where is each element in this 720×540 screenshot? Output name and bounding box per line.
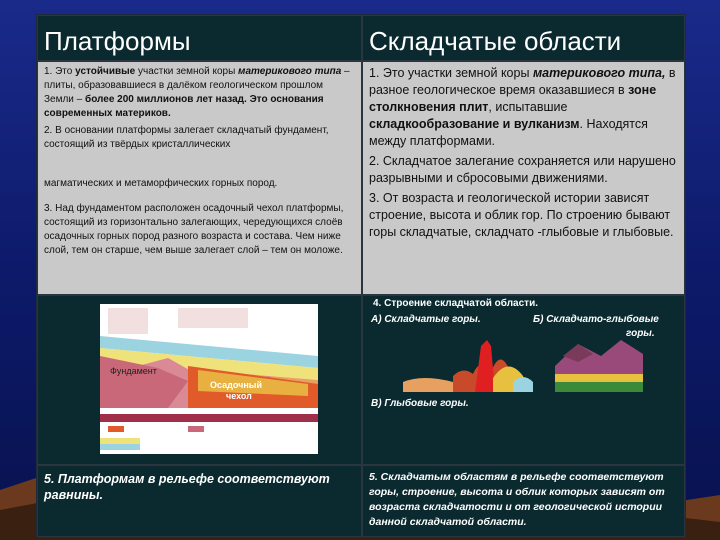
legend-swatch-2 [188,426,204,432]
header-platforms [37,15,362,61]
structure-title: 4. Строение складчатой области. [373,298,538,309]
platforms-relief-text: 5. Платформам в рельефе соответствуют равнины. [44,472,330,502]
folded-point-2: 2. Складчатое залегание сохраняется или нарушено разрывными и сбросовыми движениями. [369,154,676,185]
label-cover-2: чехол [226,391,252,401]
folded-mountains-diagram [403,340,533,392]
volcano-core [475,340,495,392]
folded-structure-cell [362,295,685,465]
structure-b-label-2: горы. [626,328,655,339]
header-folded-text: Складчатые области [369,26,622,56]
platform-cross-section-diagram [38,296,362,465]
legend-box-2 [178,308,248,328]
platforms-point-2-cont: магматических и метаморфических горных пород. [44,178,278,189]
legend-sediment-blue [100,444,140,450]
structure-c-label: В) Глыбовые горы. [371,398,469,409]
legend-swatch-1 [108,426,124,432]
platforms-point-2: 2. В основании платформы залегает складчатый фундамент, состоящий из твёрдых кристаллических [44,125,329,150]
legend-magmatic [100,414,318,422]
folded-point-1: 1. Это участки земной коры материкового типа, в разное геологическое время оказавшиеся в зоне столкновения плит, испытавшие складкообразование и вулканизм. Находятся между платформами. [369,66,676,148]
folded-description [362,61,685,295]
platforms-description [37,61,362,295]
platform-diagram-cell [37,295,362,465]
comparison-table [36,14,686,538]
platforms-point-1: 1. Это устойчивые участки земной коры материкового типа – плиты, образовавшиеся в далёком геологическом прошлом Земли – более 200 миллионов лет назад. Это основания современных материков. [44,66,350,119]
header-folded [362,15,685,61]
platforms-relief [37,465,362,537]
header-platforms-text: Платформы [44,26,191,56]
structure-a-label: А) Складчатые горы. [371,314,481,325]
legend-box-1 [108,308,148,334]
folded-relief [362,465,685,537]
folded-point-3: 3. От возраста и геологической истории зависят строение, высота и облик гор. По строению бывают горы складчатые, складчато -глыбовые и глыбовые. [369,191,674,239]
structure-b-label: Б) Складчато-глыбовые [533,314,659,325]
block-mountains-diagram [363,411,685,465]
fold-block-mountains-diagram [555,340,643,392]
platforms-point-3: 3. Над фундаментом расположен осадочный чехол платформы, состоящий из горизонтально залегающих, чередующихся слоёв осадочных горных пород разного возраста и состава. Чем ниже слой, тем он старше, чем выше залегает слой – тем он моложе. [44,203,344,256]
label-fundament: Фундамент [110,366,157,376]
folded-mountains-diagrams [363,296,685,396]
folded-relief-text: 5. Складчатым областям в рельефе соответствуют горы, строение, высота и облик которых зависят от возраста складчатости и от геологической истории данной складчатой области. [369,471,665,528]
label-cover-1: Осадочный [210,380,262,390]
